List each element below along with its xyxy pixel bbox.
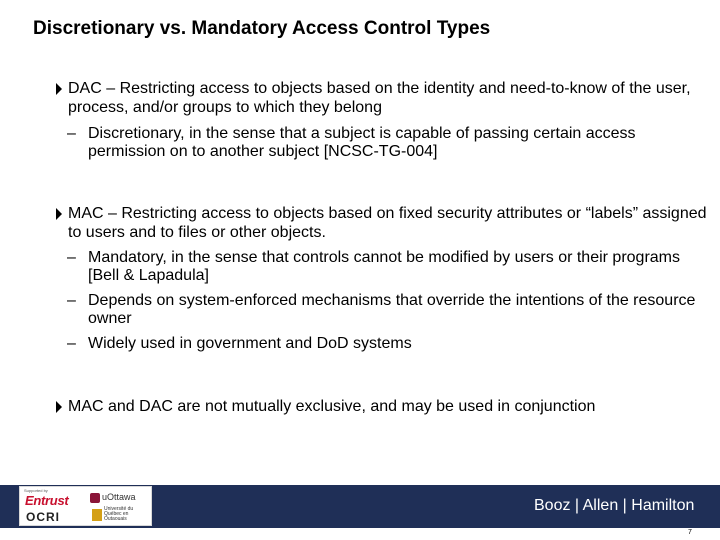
bullet-text: MAC and DAC are not mutually exclusive, and may be used in conjunction	[68, 398, 596, 415]
dash-icon: –	[67, 249, 76, 266]
entrust-logo: Entrust	[25, 493, 69, 508]
bullet-arrow-icon	[56, 401, 62, 413]
dash-icon: –	[67, 335, 76, 352]
dash-icon: –	[67, 292, 76, 309]
dash-icon: –	[67, 125, 76, 142]
supported-by-label: Supported by	[24, 488, 48, 493]
bullet-arrow-icon	[56, 208, 62, 220]
bullet-dac	[68, 79, 708, 117]
uottawa-logo: uOttawa	[102, 492, 136, 502]
bullet-arrow-icon	[56, 83, 62, 95]
page-number: 7	[688, 529, 692, 536]
sub-bullet-text: Widely used in government and DoD systems	[88, 335, 412, 352]
sponsor-logos	[19, 486, 152, 526]
sub-bullet	[67, 249, 708, 285]
bullet-mac	[68, 204, 708, 242]
sub-bullet	[67, 292, 708, 328]
slide-title: Discretionary vs. Mandatory Access Control Types	[33, 18, 491, 39]
ocri-logo: OCRI	[26, 510, 60, 524]
sub-bullet-text: Depends on system-enforced mechanisms that override the intentions of the resource owner	[88, 292, 696, 327]
bullet-text: DAC – Restricting access to objects based on the identity and need-to-know of the user, process, and/or groups to which they belong	[68, 80, 691, 116]
company-logo: Booz | Allen | Hamilton	[534, 497, 695, 514]
bullet-mac-dac	[68, 397, 708, 416]
sub-bullet-text: Discretionary, in the sense that a subject is capable of passing certain access permission on to another subject [NCSC-TG-004]	[88, 125, 636, 160]
uqo-logo: Université du Québec en Outaouais	[104, 506, 134, 522]
sub-bullet-text: Mandatory, in the sense that controls cannot be modified by users or their programs [Bell & Lapadula]	[88, 249, 681, 284]
sub-bullet	[67, 125, 708, 161]
sub-bullet	[67, 335, 708, 353]
bullet-text: MAC – Restricting access to objects based on fixed security attributes or “labels” assigned to users and to files or other objects.	[68, 205, 707, 241]
uottawa-logo-icon	[90, 493, 100, 503]
uqo-logo-icon	[92, 509, 102, 521]
